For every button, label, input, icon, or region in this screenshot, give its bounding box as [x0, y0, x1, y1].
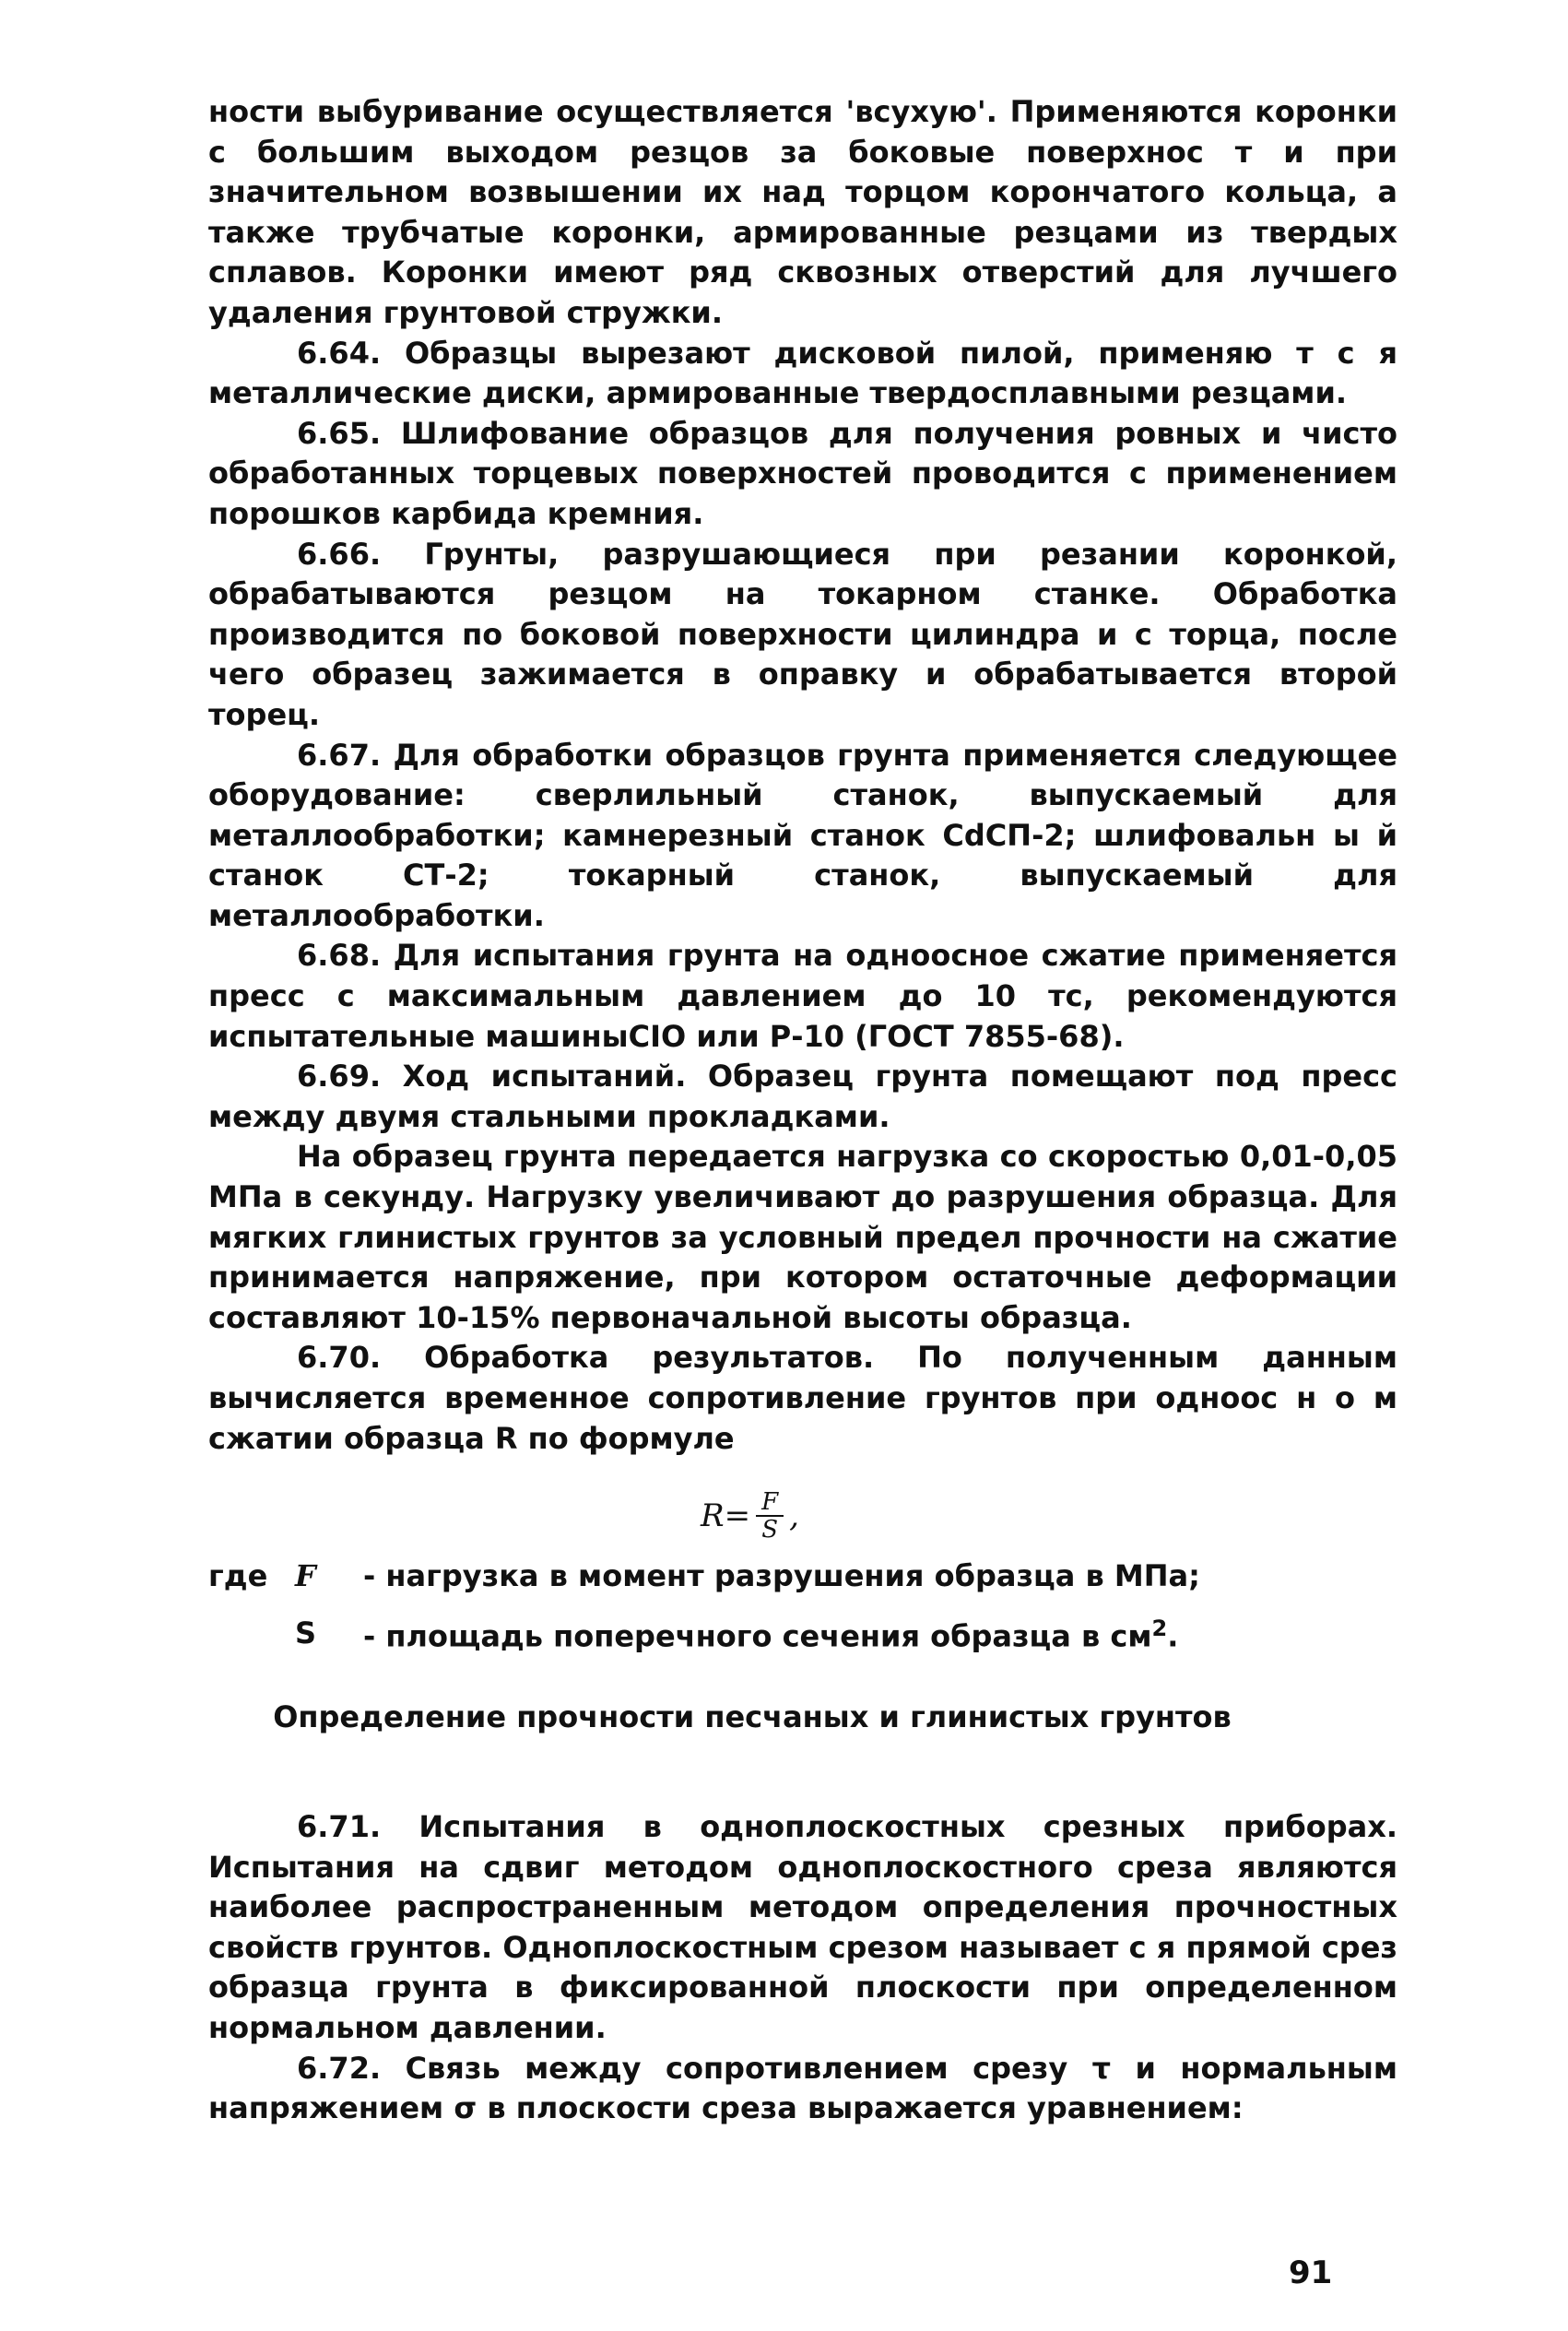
section-heading: Определение прочности песчаных и глинистых грунтов	[273, 1699, 1232, 1734]
page-number: 91	[1289, 2254, 1333, 2291]
formula-denominator: S	[761, 1516, 779, 1544]
definition-s: - площадь поперечного сечения образца в $см^2$.	[363, 1615, 1179, 1654]
paragraph-6-66: 6.66. Грунты, разрушающиеся при резании коронкой, обрабатываются резцом на токарном станке. Обработка производится по боковой поверхности цилиндра и с торца, после чего образец зажимается в оправку и обрабатывается второй торец.	[208, 536, 1397, 732]
formula-numerator: F	[756, 1489, 784, 1517]
formula-fraction	[756, 1489, 784, 1543]
where-label: где	[208, 1558, 268, 1593]
paragraph-6-72: 6.72. Связь между сопротивлением срезу τ и нормальным напряжением σ в плоскости среза выражается уравнением:	[208, 2050, 1397, 2126]
paragraph: ности выбуривание осуществляется 'всухую'. Применяются коронки с большим выходом резцов за боковые поверхнос т и при значительном возвышении их над торцом корончатого кольца, а также трубчатые коронки, армированные резцами из твердых сплавов. Коронки имеют ряд сквозных отверстий для лучшего удаления грунтовой стружки.	[208, 94, 1397, 330]
paragraph-loading: На образец грунта передается нагрузка со скоростью 0,01-0,05 МПа в секунду. Нагрузку увеличивают до разрушения образца. Для мягких глинистых грунтов за условный предел прочности на сжатие принимается напряжение, при котором остаточные деформации составляют 10-15% первоначальной высоты образца.	[208, 1139, 1397, 1335]
paragraph-6-65: 6.65. Шлифование образцов для получения ровных и чисто обработанных торцевых поверхностей проводится с применением порошков карбида кремния.	[208, 415, 1397, 531]
formula-r-equals-f-over-s	[701, 1489, 885, 1543]
paragraph-6-71: 6.71. Испытания в одноплоскостных срезных приборах. Испытания на сдвиг методом одноплоскостного среза являются наиболее распространенным методом определения прочностных свойств грунтов. Одноплоскостным срезом называет с я прямой срез образца грунта в фиксированной плоскости при определенном нормальном давлении.	[208, 1809, 1397, 2045]
definition-f: - нагрузка в момент разрушения образца в МПа;	[363, 1558, 1200, 1593]
formula-tail: ,	[789, 1497, 799, 1534]
paragraph-6-70: 6.70. Обработка результатов. По полученным данным вычисляется временное сопротивление грунтов при одноос н о м сжатии образца R по формуле	[208, 1340, 1397, 1456]
paragraph-6-64: 6.64. Образцы вырезают дисковой пилой, применяю т с я металлические диски, армированные твердосплавными резцами.	[208, 335, 1397, 411]
formula-equals: =	[724, 1497, 751, 1534]
body-text-top	[208, 92, 1397, 1459]
superscript-2: 2	[1151, 1615, 1168, 1641]
symbol-s: S	[295, 1615, 317, 1651]
paragraph-6-67: 6.67. Для обработки образцов грунта применяется следующее оборудование: сверлильный станок, выпускаемый для металлообработки; камнерезный станок СdСП-2; шлифовальн ы й станок СТ-2; токарный станок, выпускаемый для металлообработки.	[208, 737, 1397, 933]
paragraph-6-68: 6.68. Для испытания грунта на одноосное сжатие применяется пресс с максимальным давлением до 10 тс, рекомендуются испытательные машиныСІО или Р-10 (ГОСТ 7855-68).	[208, 938, 1397, 1054]
symbol-f: F	[295, 1558, 316, 1593]
formula-lhs: R	[701, 1497, 725, 1534]
paragraph-6-69: 6.69. Ход испытаний. Образец грунта помещают под пресс между двумя стальными прокладками.	[208, 1059, 1397, 1134]
body-text-bottom	[208, 1807, 1397, 2129]
